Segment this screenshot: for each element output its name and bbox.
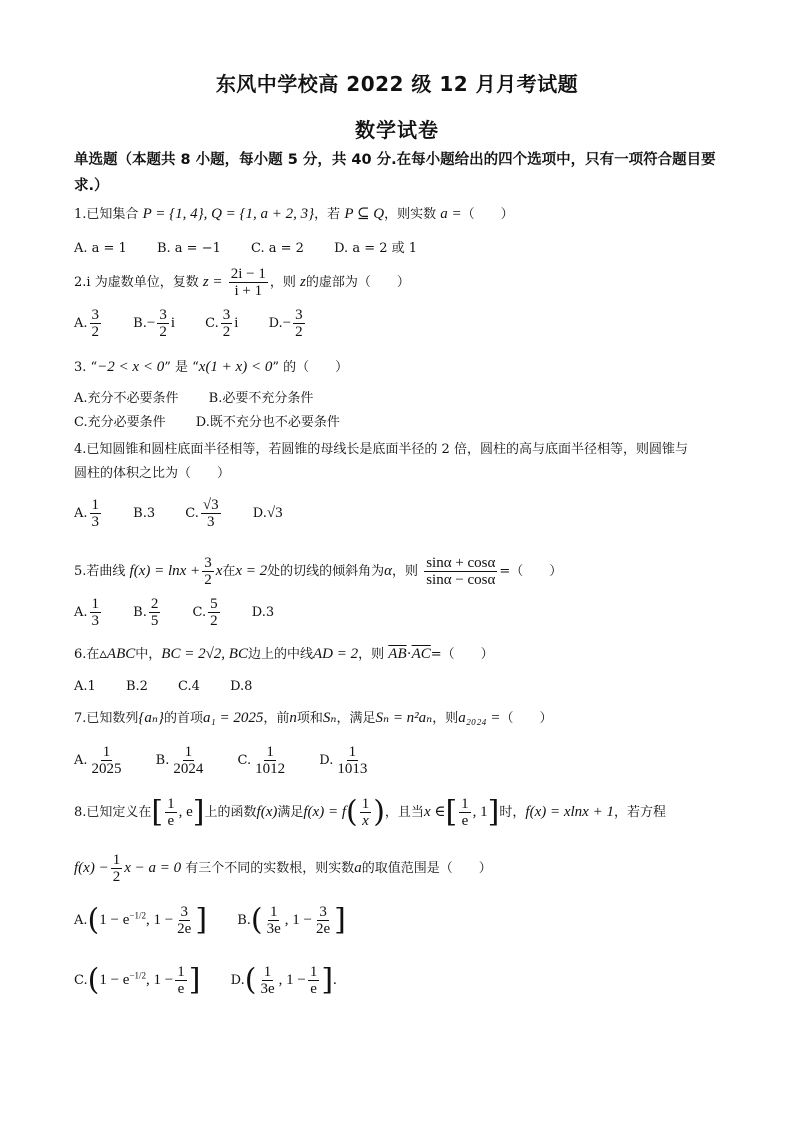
q5-c-frac bbox=[208, 596, 220, 629]
q2-d-label: D. bbox=[268, 316, 283, 331]
q2-d-frac bbox=[293, 307, 305, 340]
question-7 bbox=[74, 708, 553, 729]
q7-sn: Sₙ bbox=[322, 710, 337, 726]
q7-d-bot: 1013 bbox=[337, 761, 368, 777]
q8-bracket-open: [ bbox=[151, 794, 164, 830]
q8-d-bot: e bbox=[310, 981, 317, 997]
q1-options bbox=[74, 239, 443, 259]
question-6 bbox=[74, 644, 494, 665]
q1-option-d[interactable]: D. a = 2 或 1 bbox=[334, 241, 418, 256]
q3-text-b: ” 是 “ bbox=[164, 360, 199, 375]
q8-arg-frac bbox=[360, 796, 372, 829]
q1-option-a[interactable]: A. a = 1 bbox=[74, 241, 127, 256]
q2-a-frac bbox=[90, 307, 102, 340]
q4-option-b[interactable]: B.3 bbox=[133, 506, 156, 521]
q5-coef-bot: 2 bbox=[204, 572, 212, 588]
section-heading: 单选题（本题共 8 小题，每小题 5 分，共 40 分.在每小题给出的四个选项中，只有一项符合题目要求.） bbox=[74, 152, 716, 194]
q8-a-frac bbox=[175, 904, 193, 937]
q7-d-frac bbox=[335, 744, 369, 777]
q4-a-top: 1 bbox=[91, 497, 100, 513]
q5-option-d[interactable]: D.3 bbox=[251, 605, 275, 620]
q5-option-c[interactable] bbox=[193, 596, 222, 629]
q7-c-bot: 1012 bbox=[255, 761, 286, 777]
q7-blank: （ ） bbox=[500, 711, 553, 726]
q4-c-frac bbox=[201, 497, 221, 530]
q2-c-tail: i bbox=[234, 315, 239, 331]
q7-n: n bbox=[289, 710, 297, 726]
q5-text-3: 处的切线的倾斜角为 bbox=[267, 564, 385, 579]
q8-c-close: ] bbox=[188, 962, 201, 998]
q1-text-3: ，则实数 bbox=[384, 207, 437, 222]
q5-a-frac bbox=[90, 596, 102, 629]
q8-b-frac bbox=[314, 904, 332, 937]
q7-d-label: D. bbox=[319, 753, 334, 768]
q3-option-b[interactable]: B.必要不充分条件 bbox=[208, 391, 314, 406]
q2-text-3: 的虚部为（ ） bbox=[305, 275, 410, 290]
q1-text-2: ，若 bbox=[314, 207, 341, 222]
q8-text-6: ，若方程 bbox=[613, 805, 666, 820]
q2-c-label: C. bbox=[205, 316, 219, 331]
q2-c-bot: 2 bbox=[222, 324, 231, 340]
q3-options-row-2 bbox=[74, 413, 366, 433]
q8-a-open: ( bbox=[87, 902, 100, 938]
q8-arg-bot: x bbox=[362, 813, 369, 829]
q5-x: x bbox=[215, 563, 223, 579]
q2-option-d[interactable] bbox=[269, 307, 307, 340]
q8-option-d[interactable] bbox=[231, 964, 337, 997]
question-8 bbox=[74, 796, 666, 829]
q8-b-label: B. bbox=[237, 913, 251, 928]
q8-b-lhs-bot: 3e bbox=[266, 921, 281, 937]
q8-text: 8.已知定义在 bbox=[74, 805, 152, 820]
q4-d-value: √3 bbox=[266, 505, 283, 521]
q8-d-lhs-frac bbox=[258, 964, 276, 997]
q6-option-c[interactable]: C.4 bbox=[178, 679, 200, 694]
q8-d-label: D. bbox=[230, 973, 245, 988]
q8-eq-frac bbox=[111, 852, 123, 885]
q2-b-bot: 2 bbox=[159, 324, 167, 340]
q8-int-tail: , 1 bbox=[472, 804, 488, 820]
q7-a-label: A. bbox=[74, 753, 88, 768]
q8-domain-bot: e bbox=[167, 813, 175, 829]
q7-b-bot: 2024 bbox=[173, 761, 204, 777]
q8-d-close: ] bbox=[321, 962, 334, 998]
q8-options-row-1 bbox=[74, 904, 372, 937]
q4-line-1: 4.已知圆锥和圆柱底面半径相等，若圆锥的母线长是底面半径的 2 倍，圆柱的高与底面半径相等，则圆锥与 bbox=[74, 442, 688, 457]
q8-c-bot: e bbox=[177, 981, 185, 997]
q1-text: 已知集合 bbox=[86, 207, 139, 222]
q8-c-open: ( bbox=[87, 962, 100, 998]
q5-xeq: x = 2 bbox=[235, 563, 268, 579]
q8-b-rhs: , 1 − bbox=[284, 912, 312, 928]
q6-bc: BC = 2√2, BC bbox=[161, 646, 248, 662]
q5-options bbox=[74, 596, 300, 629]
q2-options bbox=[74, 307, 333, 340]
q5-text: 5.若曲线 bbox=[74, 564, 126, 579]
q2-b-tail: i bbox=[170, 315, 175, 331]
q5-text-4: ，则 bbox=[392, 564, 419, 579]
q8-int-top: 1 bbox=[461, 796, 469, 812]
q8-text-7: 有三个不同的实数根，则实数 bbox=[185, 861, 355, 876]
exam-title: 东风中学校高 2022 级 12 月月考试题 bbox=[215, 72, 579, 96]
q2-d-bot: 2 bbox=[295, 324, 303, 340]
q7-b-top: 1 bbox=[184, 744, 193, 760]
q7-option-a[interactable] bbox=[74, 744, 126, 777]
question-1 bbox=[74, 204, 514, 225]
q5-b-top: 2 bbox=[150, 596, 159, 612]
q2-denominator: i + 1 bbox=[234, 283, 263, 299]
q2-b-sign: − bbox=[146, 315, 156, 331]
q8-int-open: [ bbox=[445, 794, 458, 830]
q2-z2: z bbox=[300, 274, 306, 290]
q8-d-lhs-top: 1 bbox=[263, 964, 272, 980]
q7-option-b[interactable] bbox=[156, 744, 208, 777]
q6-options bbox=[74, 677, 278, 697]
q2-b-frac bbox=[157, 307, 169, 340]
q8-a-lhs: 1 − e bbox=[99, 912, 130, 928]
q8-fdef: f(x) = xlnx + 1 bbox=[525, 804, 614, 820]
q8-line-2 bbox=[74, 852, 492, 885]
q7-b-frac bbox=[171, 744, 205, 777]
q1-number: 1. bbox=[74, 207, 87, 222]
q6-text-4: ，则 bbox=[358, 647, 385, 662]
q2-d-sign: − bbox=[282, 315, 292, 331]
q5-option-b[interactable] bbox=[133, 596, 162, 629]
q7-option-c[interactable] bbox=[238, 744, 290, 777]
q1-condition: P ⊆ Q bbox=[344, 206, 385, 222]
q3-condition-1: −2 < x < 0 bbox=[97, 359, 165, 375]
q8-eq-post: x − a = 0 bbox=[124, 860, 182, 876]
q2-text-2: ，则 bbox=[269, 275, 296, 290]
q7-option-d[interactable] bbox=[319, 744, 371, 777]
q5-ratio-frac bbox=[424, 555, 497, 588]
exam-subtitle: 数学试卷 bbox=[355, 118, 439, 142]
question-2 bbox=[74, 266, 410, 299]
q8-a-top: 3 bbox=[180, 904, 188, 920]
q5-ratio-top: sinα + cosα bbox=[426, 555, 496, 571]
q5-a-label: A. bbox=[74, 605, 88, 620]
q3-option-a[interactable]: A.充分不必要条件 bbox=[74, 391, 179, 406]
q8-d-lhs-bot: 3e bbox=[260, 981, 275, 997]
q6-option-d[interactable]: D.8 bbox=[230, 679, 253, 694]
q2-option-a[interactable] bbox=[74, 307, 103, 340]
q8-arg-top: 1 bbox=[361, 796, 370, 812]
q3-text-a: 3. “ bbox=[74, 360, 98, 375]
q4-d-label: D. bbox=[252, 506, 267, 521]
q5-fx: f(x) = lnx + bbox=[129, 563, 201, 579]
q8-d-top: 1 bbox=[309, 964, 318, 980]
q2-b-top: 3 bbox=[159, 307, 167, 323]
q2-option-c[interactable] bbox=[205, 307, 238, 340]
q5-c-bot: 2 bbox=[210, 613, 218, 629]
q8-b-lhs-frac bbox=[265, 904, 283, 937]
question-5 bbox=[74, 555, 562, 588]
q8-domain-top: 1 bbox=[167, 796, 175, 812]
q7-b-label: B. bbox=[155, 753, 170, 768]
q8-text-5: 时， bbox=[499, 805, 526, 820]
q7-c-top: 1 bbox=[266, 744, 274, 760]
q7-sequence: {aₙ} bbox=[138, 710, 164, 726]
q4-a-frac bbox=[90, 497, 102, 530]
q8-int-close: ] bbox=[487, 794, 500, 830]
q8-d-end: . bbox=[333, 972, 337, 988]
q8-text-2: 上的函数 bbox=[204, 805, 257, 820]
q5-coef-frac bbox=[202, 555, 214, 588]
q3-text-c: ” 的（ ） bbox=[272, 360, 349, 375]
q7-a-bot: 2025 bbox=[91, 761, 122, 777]
q7-relation: Sₙ = n²aₙ bbox=[375, 710, 433, 726]
q7-options bbox=[74, 744, 397, 777]
q6-option-b[interactable]: B.2 bbox=[125, 679, 148, 694]
q7-text: 7.已知数列 bbox=[74, 711, 139, 726]
q8-eq-top: 1 bbox=[112, 852, 121, 868]
q1-sets: P = {1, 4}, Q = {1, a + 2, 3} bbox=[142, 206, 315, 222]
q8-domain-frac bbox=[165, 796, 177, 829]
q4-a-label: A. bbox=[74, 506, 88, 521]
q2-c-top: 3 bbox=[222, 307, 231, 323]
q8-b-close: ] bbox=[334, 902, 346, 938]
q8-d-open: ( bbox=[244, 962, 257, 998]
q5-c-label: C. bbox=[192, 605, 207, 620]
q7-c-label: C. bbox=[237, 753, 252, 768]
q8-a-close: ] bbox=[195, 902, 208, 938]
q6-option-a[interactable]: A.1 bbox=[74, 679, 96, 694]
q5-b-label: B. bbox=[133, 605, 147, 620]
q2-number: 2. bbox=[74, 275, 87, 290]
q2-option-b[interactable] bbox=[133, 307, 175, 340]
q8-xin: x ∈ bbox=[423, 804, 446, 820]
q8-int-frac bbox=[459, 796, 471, 829]
q6-ad: AD = 2 bbox=[313, 646, 359, 662]
q8-c-rhs: , 1 − bbox=[146, 972, 174, 988]
q6-text-5: =（ ） bbox=[430, 647, 494, 662]
q8-option-c[interactable] bbox=[74, 964, 200, 997]
q2-text: i 为虚数单位，复数 bbox=[86, 275, 199, 290]
q6-text: 6.在 bbox=[74, 647, 100, 662]
q8-a-rhs: , 1 − bbox=[145, 912, 174, 928]
q4-option-c[interactable] bbox=[185, 497, 222, 530]
q5-c-top: 5 bbox=[210, 596, 218, 612]
q4-c-label: C. bbox=[185, 506, 199, 521]
q6-vector-ab: $\overline{AB}$ bbox=[388, 646, 407, 662]
q1-ask: a = bbox=[440, 206, 462, 222]
q8-a-exp: −1/2 bbox=[129, 910, 146, 921]
q1-option-c[interactable]: C. a = 2 bbox=[251, 241, 304, 256]
q2-a-top: 3 bbox=[91, 307, 100, 323]
q8-a: a bbox=[354, 860, 362, 876]
q8-b-lhs-top: 1 bbox=[269, 904, 278, 920]
q8-a-label: A. bbox=[74, 913, 88, 928]
q8-option-b[interactable] bbox=[237, 904, 346, 937]
q5-coef-top: 3 bbox=[204, 555, 212, 571]
q7-a-top: 1 bbox=[102, 744, 111, 760]
q8-option-a[interactable] bbox=[74, 904, 207, 937]
q3-option-c[interactable]: C.充分必要条件 bbox=[74, 415, 166, 430]
q6-dot: · bbox=[406, 646, 412, 662]
q8-d-frac bbox=[308, 964, 320, 997]
question-3 bbox=[74, 357, 348, 378]
q2-a-label: A. bbox=[74, 316, 88, 331]
q8-int-bot: e bbox=[461, 813, 469, 829]
q6-vector-ac: $\overline{AC}$ bbox=[411, 646, 431, 662]
q8-c-top: 1 bbox=[177, 964, 185, 980]
q7-text-3: ，前 bbox=[263, 711, 290, 726]
q8-b-bot: 2e bbox=[316, 921, 331, 937]
q8-c-lhs: 1 − e bbox=[99, 972, 130, 988]
q4-options bbox=[74, 497, 309, 530]
q8-text-8: 的取值范围是（ ） bbox=[361, 861, 492, 876]
q2-c-frac bbox=[221, 307, 233, 340]
q7-a-frac bbox=[90, 744, 124, 777]
q4-c-bot: 3 bbox=[207, 514, 215, 530]
q2-a-bot: 2 bbox=[91, 324, 100, 340]
q5-alpha: α bbox=[384, 563, 393, 579]
q6-text-2: 中， bbox=[135, 647, 162, 662]
q5-a-top: 1 bbox=[91, 596, 100, 612]
q7-text-6: ，则 bbox=[432, 711, 459, 726]
q8-c-label: C. bbox=[74, 973, 88, 988]
q7-d-top: 1 bbox=[348, 744, 357, 760]
q2-z: z = bbox=[202, 274, 223, 290]
q8-c-frac bbox=[175, 964, 187, 997]
q7-text-5: ，满足 bbox=[336, 711, 376, 726]
q8-text-4: ，且当 bbox=[384, 805, 424, 820]
q2-fraction bbox=[229, 266, 268, 299]
q5-b-bot: 5 bbox=[150, 613, 159, 629]
q8-fx: f(x) bbox=[256, 804, 278, 820]
q3-condition-2: x(1 + x) < 0 bbox=[198, 359, 273, 375]
q4-option-d[interactable] bbox=[253, 503, 283, 524]
q6-text-3: 边上的中线 bbox=[247, 647, 313, 662]
q7-ask: a₂₀₂₄ = bbox=[458, 710, 501, 726]
q7-c-frac bbox=[253, 744, 287, 777]
q1-option-b[interactable]: B. a = −1 bbox=[156, 241, 221, 256]
q7-text-4: 项和 bbox=[296, 711, 323, 726]
q8-a-bot: 2e bbox=[177, 921, 192, 937]
q3-option-d[interactable]: D.既不充分也不必要条件 bbox=[195, 415, 340, 430]
q8-domain-tail: , e bbox=[178, 804, 193, 820]
q8-d-rhs: , 1 − bbox=[278, 972, 306, 988]
q7-text-2: 的首项 bbox=[163, 711, 203, 726]
q4-c-top: √3 bbox=[202, 497, 219, 513]
q8-paren-open: ( bbox=[345, 794, 358, 830]
q8-text-3: 满足 bbox=[277, 805, 304, 820]
q4-a-bot: 3 bbox=[91, 514, 100, 530]
q5-option-a[interactable] bbox=[74, 596, 103, 629]
q2-d-top: 3 bbox=[295, 307, 303, 323]
q2-numerator: 2i − 1 bbox=[230, 266, 266, 282]
q8-b-top: 3 bbox=[319, 904, 327, 920]
q1-blank: （ ） bbox=[461, 207, 514, 222]
q2-b-label: B. bbox=[133, 316, 147, 331]
q8-eq-bot: 2 bbox=[112, 869, 121, 885]
q5-a-bot: 3 bbox=[91, 613, 100, 629]
q8-bracket-close: ] bbox=[192, 794, 205, 830]
q8-c-exp: −1/2 bbox=[129, 970, 147, 981]
q8-paren-close: ) bbox=[373, 794, 385, 830]
q3-options-row-1 bbox=[74, 389, 339, 409]
q4-option-a[interactable] bbox=[74, 497, 103, 530]
q8-b-open: ( bbox=[250, 902, 263, 938]
q4-line-2: 圆柱的体积之比为（ ） bbox=[74, 466, 231, 481]
q8-options-row-2 bbox=[74, 964, 363, 997]
q8-eq-pre: f(x) − bbox=[74, 860, 109, 876]
q8-fx-eq: f(x) = f bbox=[303, 804, 346, 820]
q7-a1: a₁ = 2025 bbox=[203, 710, 264, 726]
q5-b-frac bbox=[149, 596, 161, 629]
q5-ratio-bot: sinα − cosα bbox=[426, 572, 496, 588]
q5-text-5: =（ ） bbox=[499, 564, 563, 579]
q5-text-2: 在 bbox=[222, 564, 236, 579]
q6-triangle: ▵ABC bbox=[99, 646, 136, 662]
